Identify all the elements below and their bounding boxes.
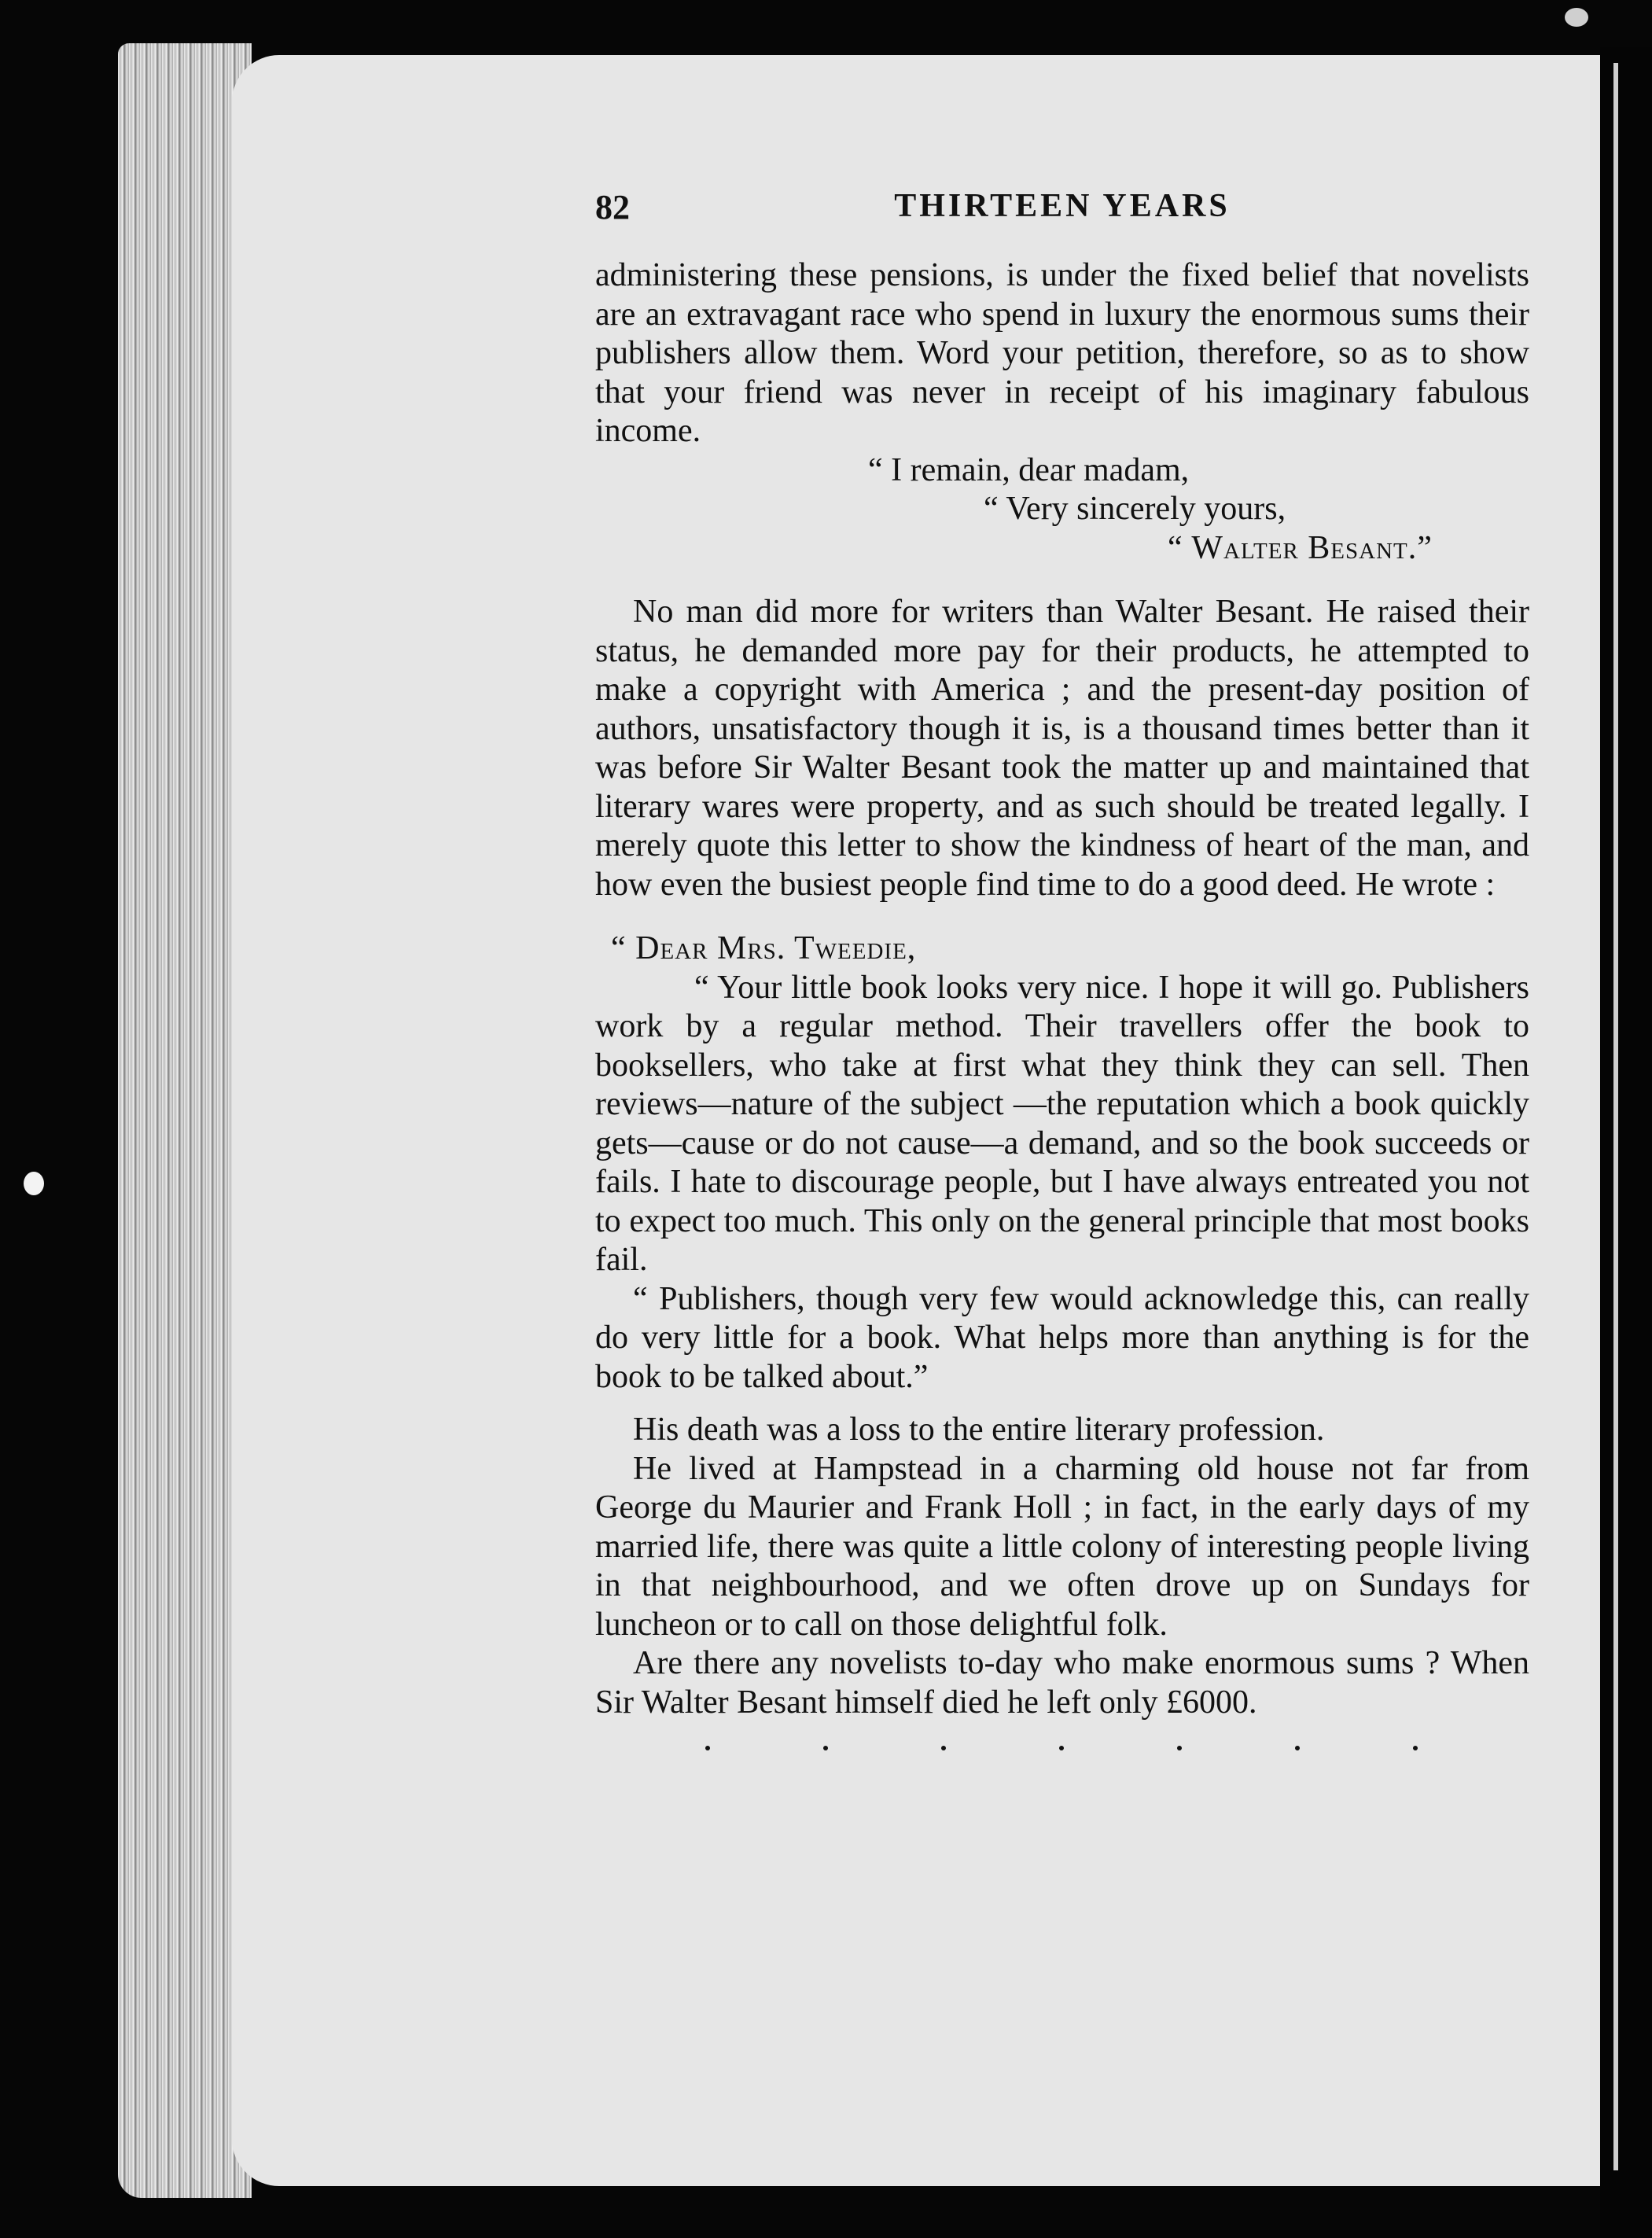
paragraph: His death was a loss to the entire literary profession. — [633, 1412, 1325, 1448]
right-page-edge — [1613, 63, 1618, 2170]
ellipsis-dot — [705, 1746, 710, 1750]
ellipsis-dot — [941, 1746, 946, 1750]
signature-line: “ Walter Besant.” — [1168, 529, 1433, 566]
paragraph: Are there any novelists to-day who make enormous sums ? When Sir Walter Besant himself died he left only £6000. — [595, 1645, 1529, 1721]
closing-line: “ Very sincerely yours, — [984, 491, 1286, 527]
ellipsis-row — [595, 1738, 1529, 1769]
running-title: THIRTEEN YEARS — [894, 188, 1231, 224]
page-text-block — [595, 187, 1529, 1769]
ellipsis-dot — [1295, 1746, 1300, 1750]
scan-speck — [24, 1172, 44, 1195]
letter-paragraph: “ Your little book looks very nice. I hope it will go. Publishers work by a regular method. Their travellers offer the book to booksellers, who take at first what they think they can sell. Then reviews—nature of the subject —the reputation which a book quickly gets—cause or do not cause—a demand, and so the book succeeds or fails. I hate to discourage people, but I have always entreated you not to expect too much. This only on the general principle that most books fail. — [595, 969, 1529, 1278]
ellipsis-dot — [1413, 1746, 1418, 1750]
ellipsis-dot — [1177, 1746, 1182, 1750]
letter-salutation: “ Dear Mrs. Tweedie, — [611, 930, 917, 966]
paragraph-continued: administering these pensions, is under the fixed belief that novelists are an extravagant race who spend in luxury the enormous sums their publishers allow them. Word your petition, therefore, so as to show that your friend was never in receipt of his imaginary fabulous income. — [595, 257, 1529, 449]
scan-speck — [1565, 8, 1588, 27]
right-gutter-shadow — [1600, 47, 1652, 2238]
closing-line: “ I remain, dear madam, — [868, 451, 1190, 488]
letter-paragraph: “ Publishers, though very few would acknowledge this, can really do very little for a book. What helps more than anything is for the book to be talked about.” — [595, 1280, 1529, 1395]
running-head — [595, 187, 1529, 234]
page-number: 82 — [595, 188, 630, 226]
ellipsis-dot — [823, 1746, 828, 1750]
ellipsis-dot — [1059, 1746, 1064, 1750]
paragraph: No man did more for writers than Walter Besant. He raised their status, he demanded more pay for their products, he attempted to make a copyright with America ; and the present-day position of authors, unsatisfactory though it is, is a thousand times better than it was before Sir Walter Besant took the matter up and maintained that literary wares were property, and as such should be treated legally. I merely quote this letter to show the kindness of heart of the man, and how even the busiest people find time to do a good deed. He wrote : — [595, 594, 1529, 903]
paragraph: He lived at Hampstead in a charming old house not far from George du Maurier and Frank Holl ; in fact, in the early days of my married life, there was quite a little colony of interesting people living in that neighbourhood, and we often drove up on Sundays for luncheon or to call on those delightful folk. — [595, 1450, 1529, 1643]
